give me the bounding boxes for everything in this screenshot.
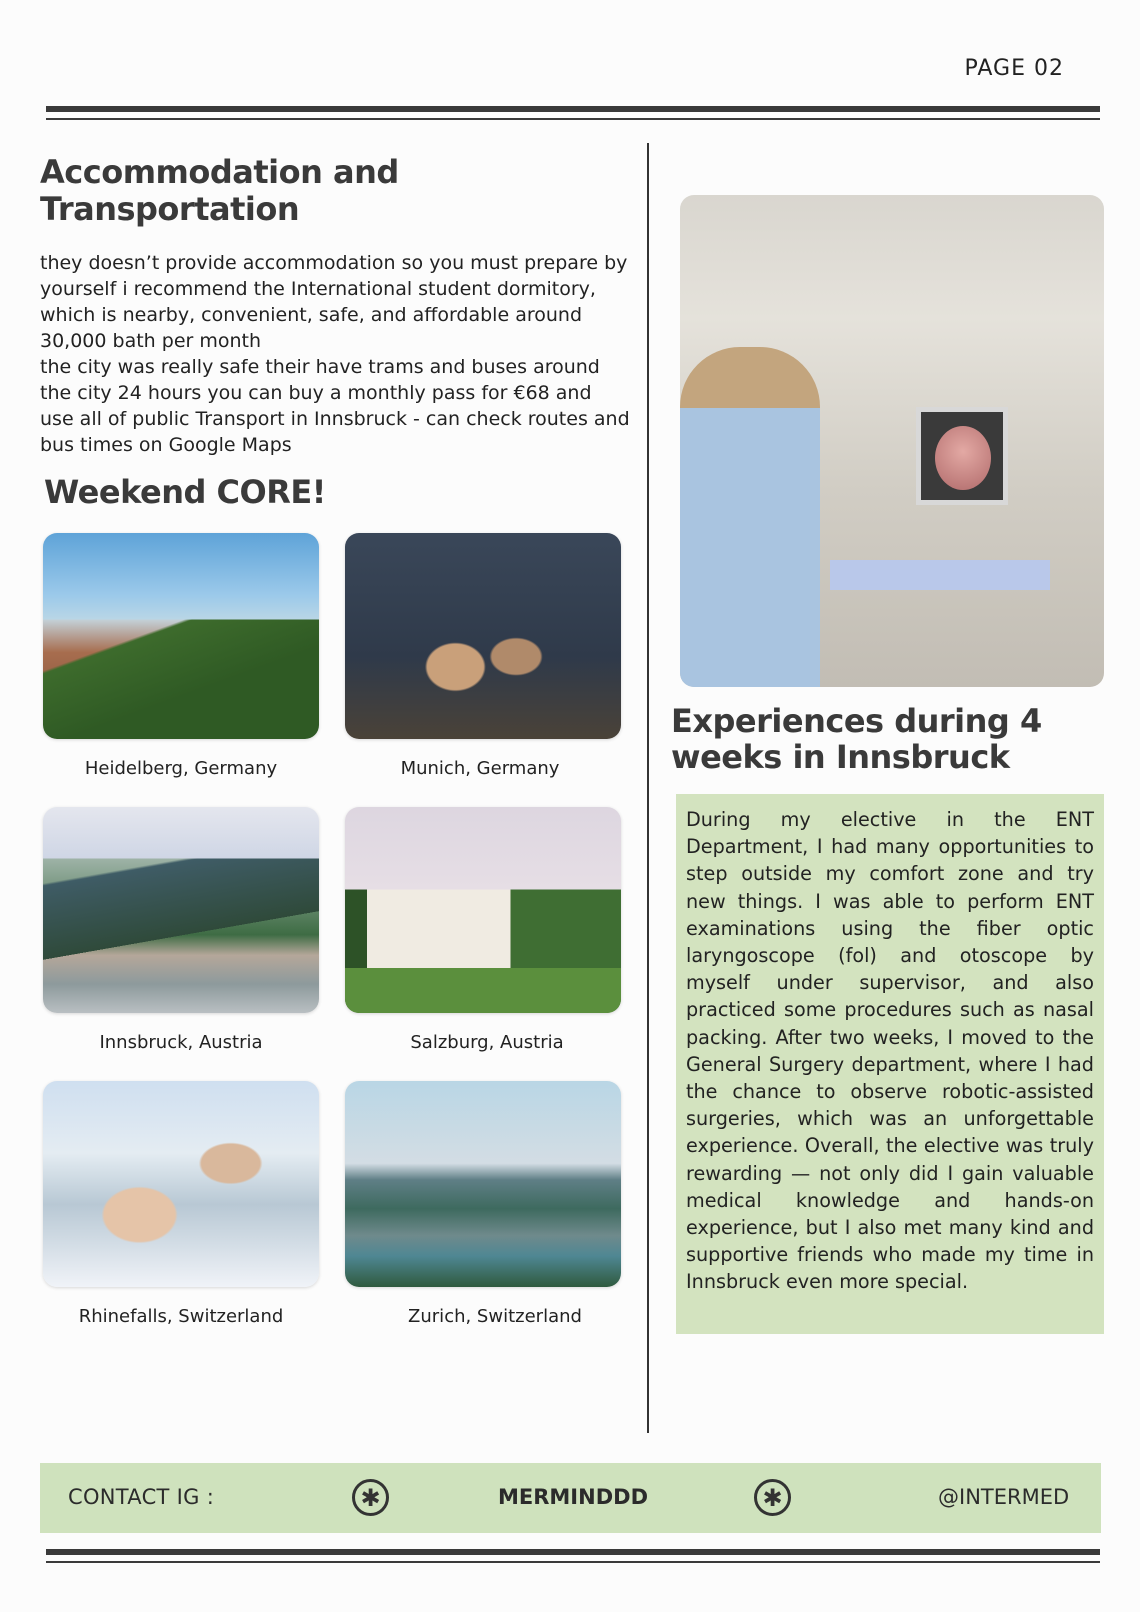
- experience-box: [676, 794, 1104, 1334]
- header-rule-thin: [46, 118, 1100, 120]
- rhinefalls-photo: [43, 1081, 319, 1287]
- salzburg-photo: [345, 807, 621, 1013]
- header-rule-thick: [46, 106, 1100, 112]
- instagram-handle-secondary: @INTERMED: [938, 1485, 1070, 1509]
- weekend-title: Weekend CORE!: [44, 473, 326, 511]
- experience-title: Experiences during 4 weeks in Innsbruck: [671, 702, 1042, 776]
- munich-photo: [345, 533, 621, 739]
- photo-caption: Innsbruck, Austria: [99, 1032, 263, 1053]
- page-label: PAGE 02: [964, 56, 1064, 81]
- endoscope-monitor: [916, 407, 1008, 505]
- contact-bar: [40, 1463, 1101, 1533]
- photo-caption: Salzburg, Austria: [410, 1032, 564, 1053]
- experience-body: During my elective in the ENT Department, I had many opportunities to step outside my comfort zone and try new things. I was able to perform ENT examinations using the fiber optic laryngoscope (fol) and otoscope by myself under supervisor, and also practiced some procedures such as nasal packing. After two weeks, I moved to the General Surgery department, where I had the chance to observe robotic-assisted surgeries, which was an unforgettable experience. Overall, the elective was truly rewarding — not only did I gain valuable medical knowledge and hands-on experience, but I also met many kind and supportive friends who made my time in Innsbruck even more special.: [686, 808, 1094, 1294]
- column-divider: [647, 143, 649, 1433]
- innsbruck-photo: [43, 807, 319, 1013]
- instagram-handle-primary: MERMINDDD: [498, 1485, 648, 1509]
- photo-caption: Zurich, Switzerland: [408, 1306, 582, 1327]
- ent-clinic-photo: [680, 195, 1104, 687]
- asterisk-icon: ✱: [754, 1479, 791, 1516]
- accommodation-body: [40, 250, 630, 458]
- accommodation-title: Accommodation and Transportation: [40, 153, 399, 228]
- zurich-photo: [345, 1081, 621, 1287]
- photo-caption: Heidelberg, Germany: [84, 758, 278, 779]
- photo-caption: Rhinefalls, Switzerland: [78, 1306, 284, 1327]
- heidelberg-photo: [43, 533, 319, 739]
- footer-rule-thin: [46, 1561, 1100, 1563]
- contact-label: CONTACT IG :: [68, 1485, 215, 1509]
- transport-paragraph: the city was really safe their have trams and buses around the city 24 hours you can buy a monthly pass for €68 and use all of public Transport in Innsbruck - can check routes and bus times on Google Maps: [40, 356, 630, 456]
- exam-bed: [830, 560, 1050, 590]
- photo-caption: Munich, Germany: [400, 758, 560, 779]
- clinician-figure: [680, 347, 820, 687]
- accommodation-paragraph: they doesn’t provide accommodation so you must prepare by yourself i recommend the International student dormitory, which is nearby, convenient, safe, and affordable around 30,000 bath per month: [40, 252, 628, 352]
- asterisk-icon: ✱: [352, 1479, 389, 1516]
- footer-rule-thick: [46, 1549, 1100, 1555]
